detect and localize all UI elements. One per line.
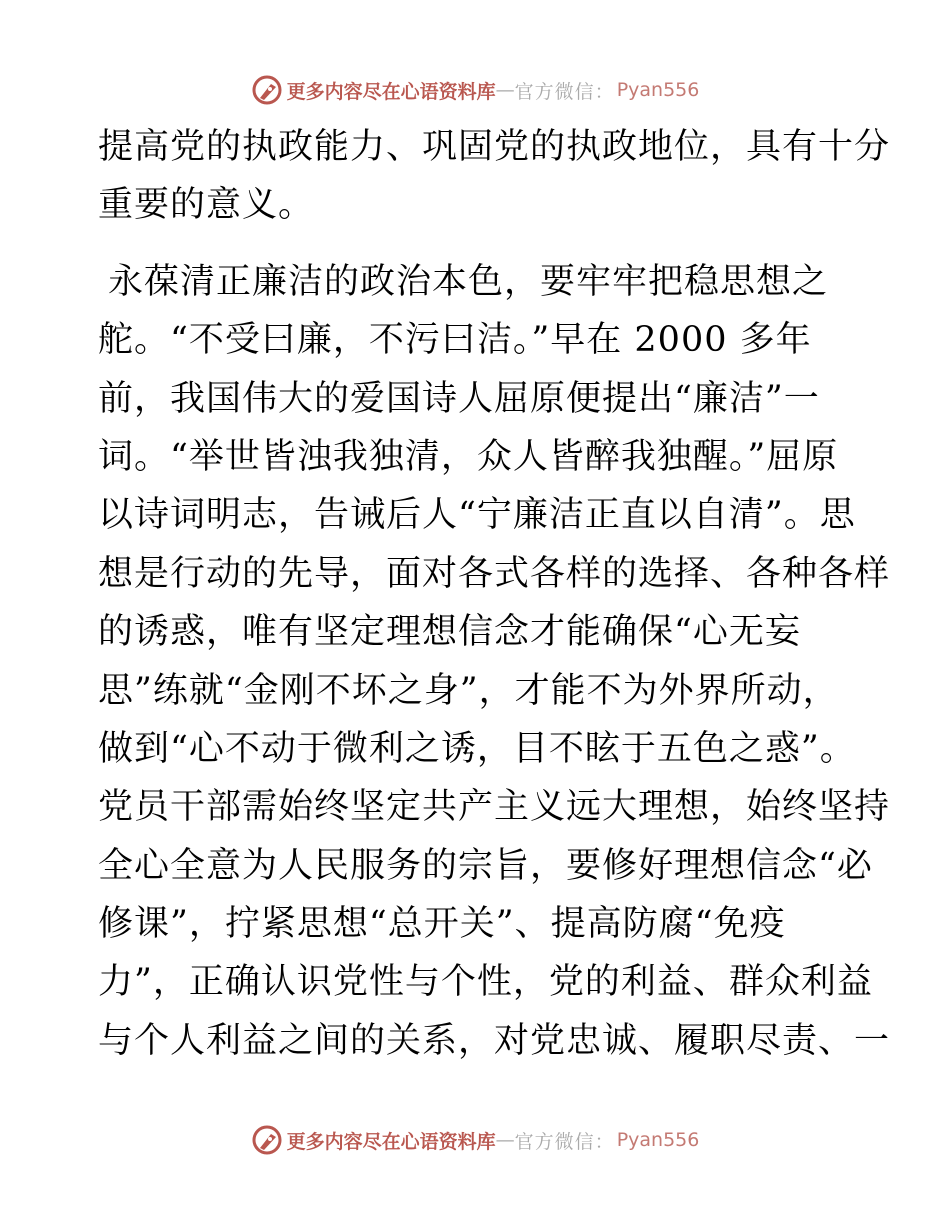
text-line: 全心全意为人民服务的宗旨，要修好理想信念“必 [98, 845, 873, 886]
text-line: 永葆清正廉洁的政治本色，要牢牢把稳思想之 [108, 261, 829, 302]
text-line: 重要的意义。 [98, 185, 315, 226]
text-line: 思”练就“金刚不坏之身”，才能不为外界所动， [98, 670, 839, 711]
text-line: 舵。“不受曰廉，不污曰洁。”早在 2000 多年 [98, 320, 812, 361]
text-line: 修课”，拧紧思想“总开关”、提高防腐“免疫 [98, 904, 786, 945]
watermark-wechat-id: Pyan556 [616, 1129, 700, 1151]
watermark-main-text: 更多内容尽在心语资料库 [286, 1130, 496, 1153]
watermark-wechat-label: 官方微信： [514, 1130, 615, 1153]
watermark-wechat-label: 官方微信： [514, 80, 615, 103]
text-line: 做到“心不动于微利之诱，目不眩于五色之惑”。 [98, 728, 856, 769]
watermark-main-text: 更多内容尽在心语资料库 [286, 80, 496, 103]
text-line: 前，我国伟大的爱国诗人屈原便提出“廉洁”一 [98, 378, 820, 419]
paragraph-gap [98, 235, 850, 253]
document-body [98, 118, 891, 1070]
text-line: 与个人利益之间的关系，对党忠诚、履职尽责、一 [98, 1020, 891, 1061]
watermark-wechat-id: Pyan556 [616, 79, 700, 101]
text-line: 的诱惑，唯有坚定理想信念才能确保“心无妄 [98, 612, 801, 653]
pen-nib-circle-icon [251, 1124, 283, 1156]
pen-nib-circle-icon [251, 74, 283, 106]
text-line: 想是行动的先导，面对各式各样的选择、各种各样 [98, 553, 891, 594]
text-line: 以诗词明志，告诫后人“宁廉洁正直以自清”。思 [98, 495, 856, 536]
watermark-separator: — [495, 79, 515, 101]
text-line: 党员干部需始终坚定共产主义远大理想，始终坚持 [98, 787, 891, 828]
text-line: 力”，正确认识党性与个性，党的利益、群众利益 [98, 962, 873, 1003]
header-watermark [0, 72, 950, 108]
footer-watermark [0, 1122, 950, 1158]
watermark-separator: — [495, 1129, 515, 1151]
text-line: 提高党的执政能力、巩固党的执政地位，具有十分 [98, 127, 891, 167]
text-line: 词。“举世皆浊我独清，众人皆醉我独醒。”屈原 [98, 436, 839, 477]
